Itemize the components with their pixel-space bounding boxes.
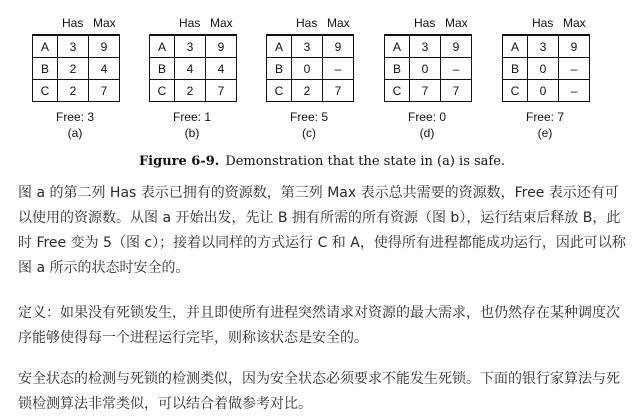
max-header: Max <box>327 16 350 30</box>
has-cell: 0 <box>292 58 323 80</box>
has-cell: 3 <box>528 35 559 58</box>
has-cell: 3 <box>410 35 441 58</box>
free-count: Free: 7 <box>525 110 564 124</box>
max-header: Max <box>563 16 586 30</box>
process-cell: B <box>150 58 175 80</box>
panel-label: (b) <box>184 126 200 140</box>
has-cell: 0 <box>528 80 559 102</box>
process-cell: B <box>385 58 410 80</box>
table-row <box>385 80 472 102</box>
table-row <box>33 35 120 58</box>
max-cell: – <box>559 58 590 80</box>
has-cell: 7 <box>410 80 441 102</box>
panel-label: (c) <box>302 126 316 140</box>
column-headers <box>266 12 362 34</box>
figure-caption <box>0 154 644 169</box>
max-cell: 9 <box>441 35 472 58</box>
process-cell: C <box>503 80 528 102</box>
max-cell: – <box>323 58 354 80</box>
state-panel-c <box>266 12 362 140</box>
has-cell: 0 <box>410 58 441 80</box>
column-headers <box>149 12 245 34</box>
process-cell: C <box>267 80 292 102</box>
max-cell: 4 <box>206 58 237 80</box>
process-cell: B <box>33 58 58 80</box>
has-cell: 2 <box>292 80 323 102</box>
max-cell: 7 <box>206 80 237 102</box>
panel-label: (e) <box>537 126 553 140</box>
process-cell: C <box>385 80 410 102</box>
state-table <box>32 34 120 102</box>
column-headers <box>32 12 128 34</box>
table-row <box>267 80 354 102</box>
paragraph-text: 图 a 的第二列 Has 表示已拥有的资源数，第三列 Max 表示总共需要的资源数，Free 表示还有可以使用的资源数。从图 a 开始出发，先让 B 拥有所需的所有资源（图 b），运行结束后释放 B，此时 Free 变为 5（图 c）；接着以同样的方式运行 C 和 A，使得所有进程都能成功运行，因此可以称图 a 所示的状态时安全的。 <box>18 185 626 276</box>
state-panel-a <box>32 12 128 140</box>
has-cell: 3 <box>175 35 206 58</box>
has-cell: 2 <box>175 80 206 102</box>
free-count: Free: 5 <box>289 110 328 124</box>
table-row <box>150 58 237 80</box>
free-count: Free: 0 <box>407 110 446 124</box>
process-cell: A <box>267 35 292 58</box>
table-row <box>33 80 120 102</box>
table-row <box>503 35 590 58</box>
process-cell: A <box>385 35 410 58</box>
table-row <box>503 80 590 102</box>
paragraph-text: 安全状态的检测与死锁的检测类似，因为安全状态必须要求不能发生死锁。下面的银行家算法与死锁检测算法非常类似，可以结合着做参考对比。 <box>18 371 620 412</box>
state-panel-b <box>149 12 245 140</box>
paragraph-definition <box>18 301 630 351</box>
process-cell: A <box>33 35 58 58</box>
free-count: Free: 1 <box>172 110 211 124</box>
max-cell: – <box>441 58 472 80</box>
state-table <box>502 34 590 102</box>
panel-label: (a) <box>67 126 83 140</box>
paragraph-text: 定义：如果没有死锁发生，并且即使所有进程突然请求对资源的最大需求，也仍然存在某种调度次序能够使得每一个进程运行完毕，则称该状态是安全的。 <box>18 305 620 346</box>
paragraph-bankers-note <box>18 367 630 417</box>
max-header: Max <box>445 16 468 30</box>
table-row <box>267 58 354 80</box>
has-cell: 2 <box>58 80 89 102</box>
caption-label: Figure 6-9. <box>138 154 220 169</box>
state-table <box>149 34 237 102</box>
state-panel-e <box>502 12 598 140</box>
max-cell: 9 <box>206 35 237 58</box>
max-cell: 7 <box>441 80 472 102</box>
process-cell: B <box>267 58 292 80</box>
process-cell: A <box>503 35 528 58</box>
process-cell: B <box>503 58 528 80</box>
table-row <box>385 35 472 58</box>
has-header: Has <box>179 16 201 30</box>
has-cell: 3 <box>292 35 323 58</box>
column-headers <box>384 12 480 34</box>
state-table <box>384 34 472 102</box>
state-table <box>266 34 354 102</box>
has-header: Has <box>62 16 84 30</box>
max-header: Max <box>210 16 233 30</box>
max-cell: 9 <box>559 35 590 58</box>
state-panel-d <box>384 12 480 140</box>
has-cell: 2 <box>58 58 89 80</box>
has-cell: 4 <box>175 58 206 80</box>
max-cell: 7 <box>323 80 354 102</box>
column-headers <box>502 12 598 34</box>
max-cell: 7 <box>89 80 120 102</box>
figure-6-9 <box>0 0 644 178</box>
has-header: Has <box>414 16 436 30</box>
process-cell: C <box>33 80 58 102</box>
free-count: Free: 3 <box>55 110 94 124</box>
max-cell: 4 <box>89 58 120 80</box>
table-row <box>150 35 237 58</box>
max-cell: 9 <box>89 35 120 58</box>
max-header: Max <box>93 16 116 30</box>
process-cell: A <box>150 35 175 58</box>
has-header: Has <box>296 16 318 30</box>
process-cell: C <box>150 80 175 102</box>
caption-text: Demonstration that the state in (a) is safe. <box>225 154 506 169</box>
has-header: Has <box>532 16 554 30</box>
table-row <box>385 58 472 80</box>
has-cell: 3 <box>58 35 89 58</box>
paragraph-explanation <box>18 181 630 281</box>
table-row <box>33 58 120 80</box>
table-row <box>150 80 237 102</box>
max-cell: 9 <box>323 35 354 58</box>
table-row <box>267 35 354 58</box>
panel-label: (d) <box>419 126 435 140</box>
has-cell: 0 <box>528 58 559 80</box>
max-cell: – <box>559 80 590 102</box>
table-row <box>503 58 590 80</box>
